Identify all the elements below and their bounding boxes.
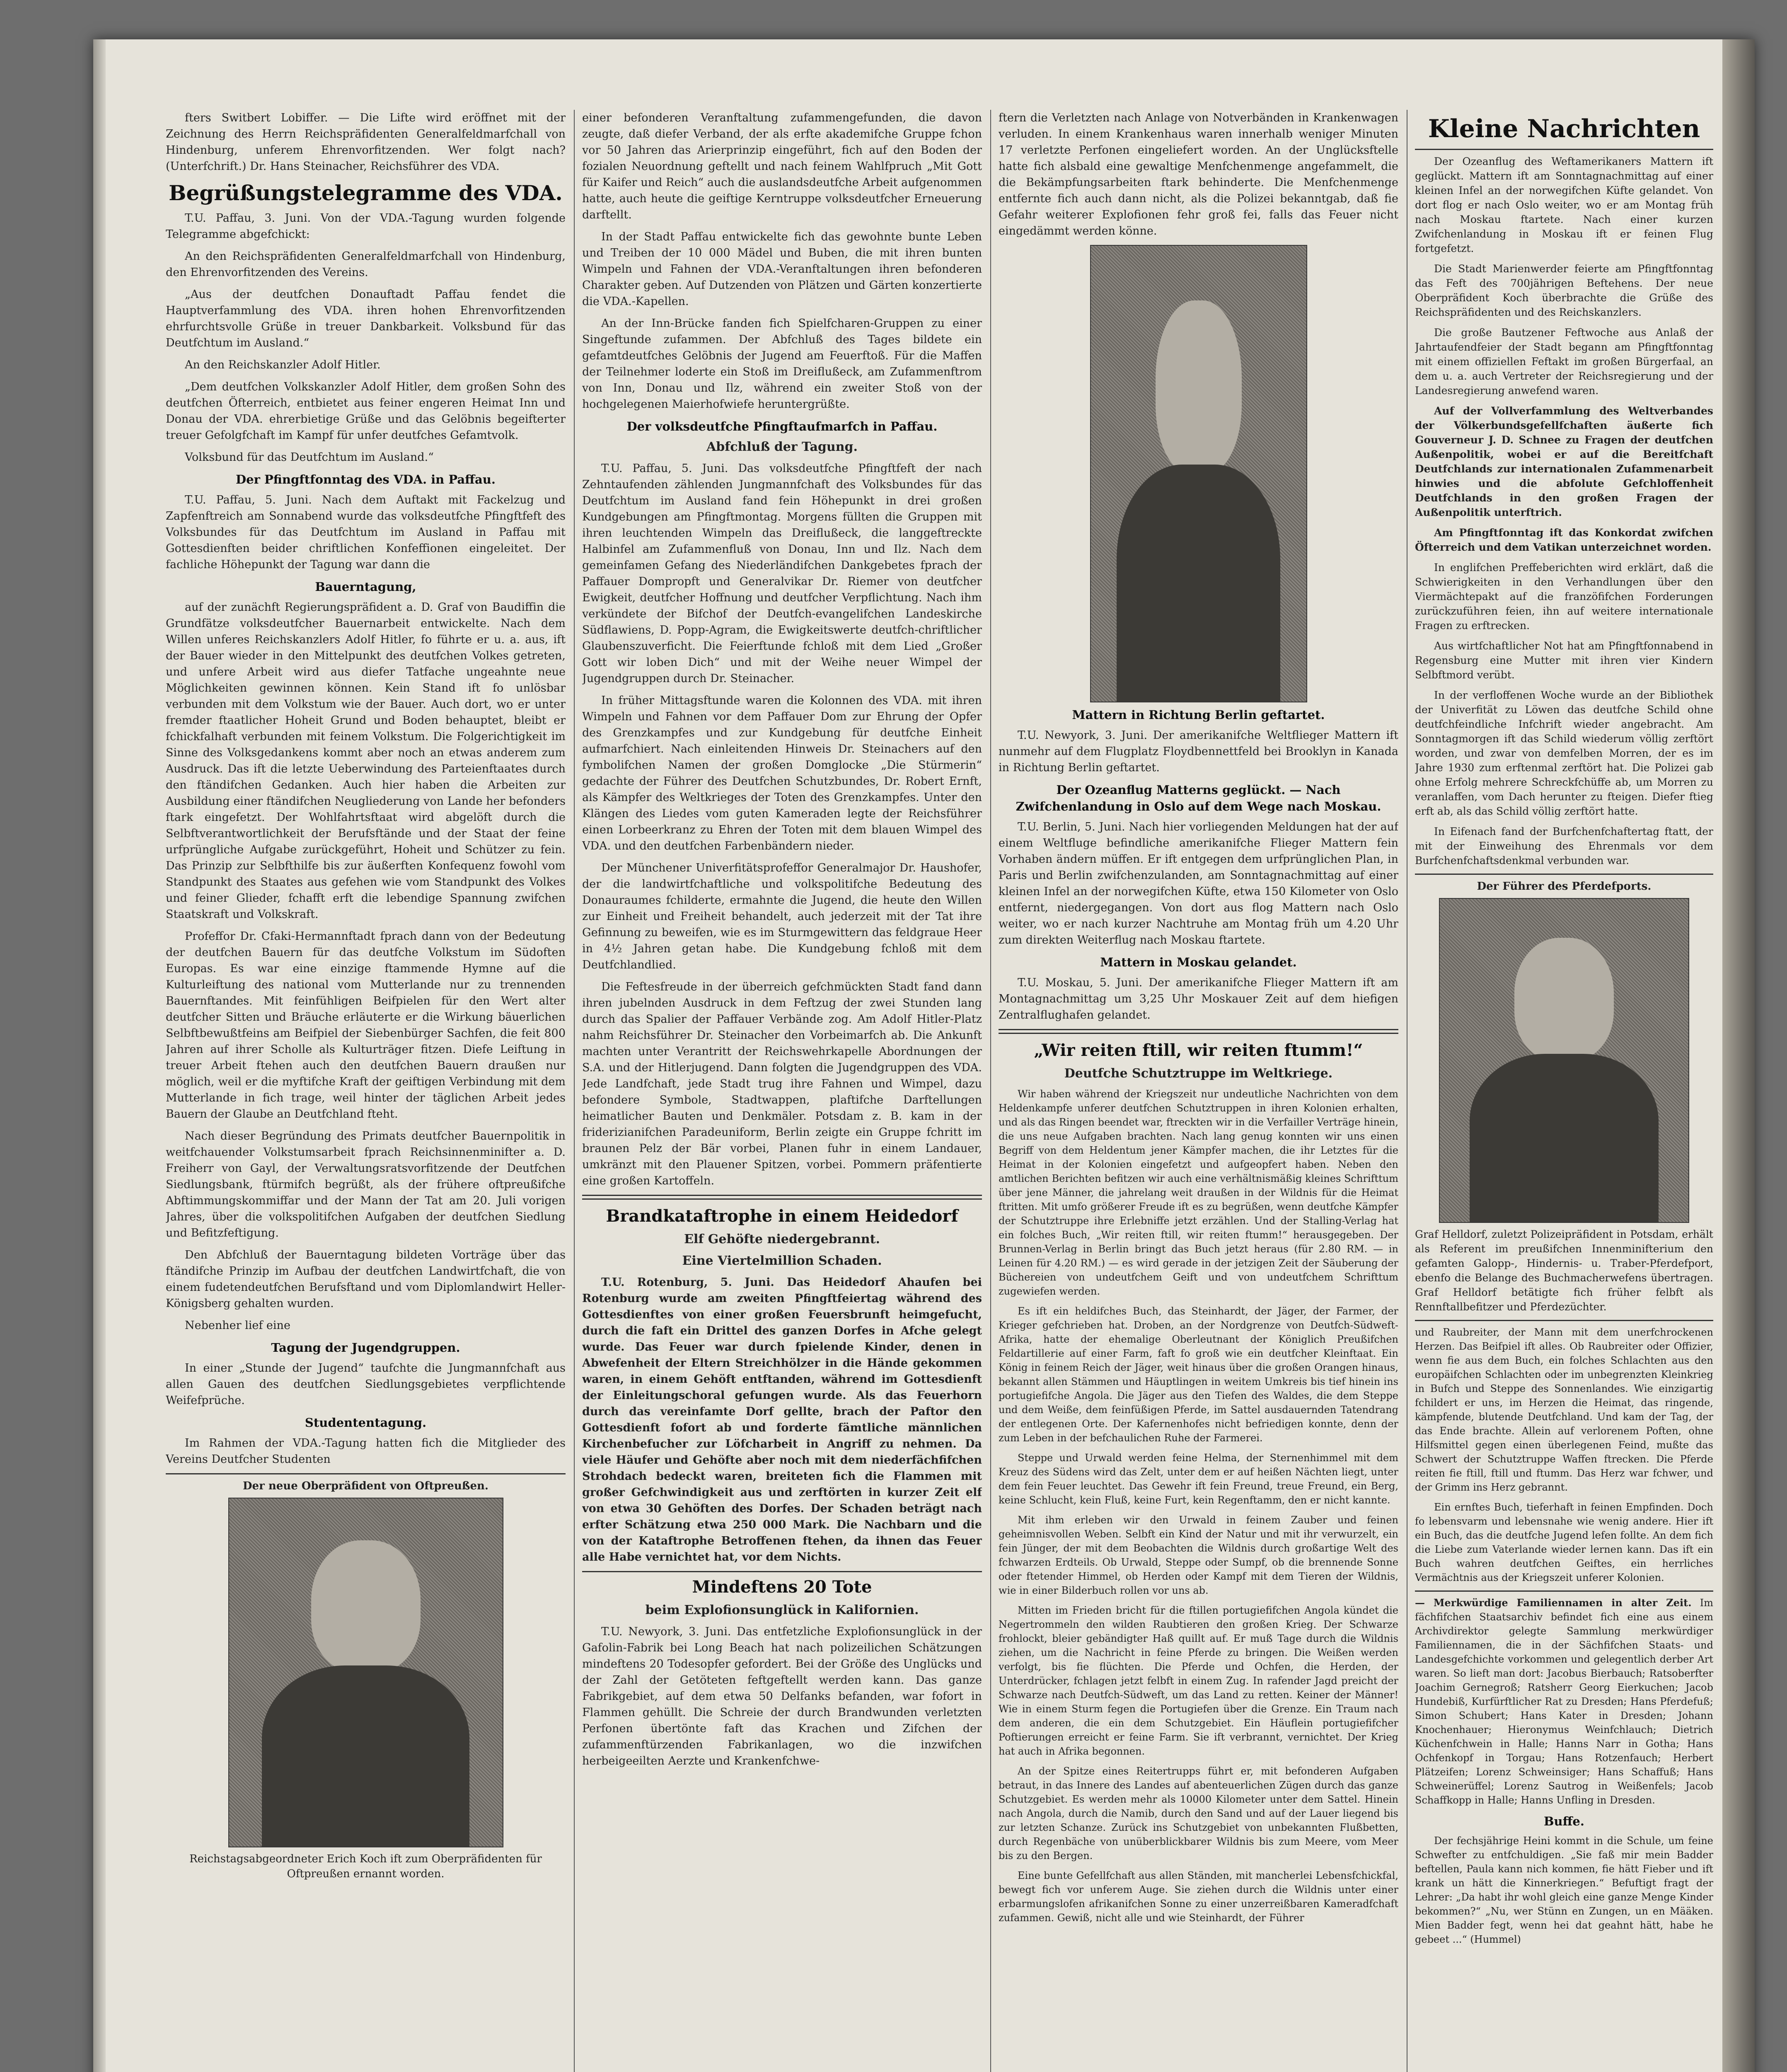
col3-p4: T.U. Moskau, 5. Juni. Der amerikanifche Flieger Mattern ift am Montagnachmittag um 3,25 Uhr Moskauer Zeit auf dem hiefigen Zentralflughafen gelandet. (999, 976, 1398, 1021)
col1-photo-caption: Reichstagsabgeordneter Erich Koch ift zum Oberpräfidenten für Oftpreußen ernannt worden. (189, 1853, 542, 1880)
col4-n8: In der verfloffenen Woche wurde an der Bibliothek der Univerfität zu Löwen das deutfche Schild ohne deutfchfeindliche Infchrift wieder angebracht. Am Sonntagmorgen ift das Schild wiederum völlig zerftört worden, und zwar von demfelben Morren, der es im Jahre 1930 zum erftenmal zerftört hat. Die Polizei gab ohne Erfolg mehrere Schreckfchüffe ab, um Morren zu veranlaffen, vom Dach herunter zu fteigen. Diefer ftieg erft ab, als das Schild völlig zerftört hatte. (1415, 689, 1713, 817)
col4-n4: Auf der Vollverfammlung des Weltverbandes der Völkerbundsgefellfchaften äußerte fich Gouverneur J. D. Schnee zu Fragen der deutfchen Außenpolitik, wobei er auf die Bereitfchaft Deutfchlands zur internationalen Zufammenarbeit hinwies und die abfolute Gefchloffenheit Deutfchlands in den großen Fragen der Außenpolitik unterftrich. (1415, 405, 1713, 518)
col4-divider-2 (1415, 1320, 1713, 1321)
col4-title-kleine-nachrichten: Kleine Nachrichten (1428, 114, 1700, 143)
col4-heading-busse: Buffe. (1544, 1814, 1584, 1828)
col1-p1: T.U. Paffau, 3. Juni. Von der VDA.-Tagung wurden folgende Telegramme abgefchickt: (166, 212, 566, 241)
col3-p3: T.U. Berlin, 5. Juni. Nach hier vorliegenden Meldungen hat der auf einem Weltfluge befindliche amerikanifche Flieger Mattern fein Vorhaben ändern müffen. Er ift entgegen dem urfprünglichen Plan, in Paris und Berlin zwifchenzulanden, am Sonntagnachmittag auf einer kleinen Infel an der norwegifchen Küfte, etwa 150 Kilometer von Oslo entfernt, niedergegangen. Von dort aus flog Mattern nach Oslo weiter, wo er nach kurzer Nachtruhe am Montag früh um 4.20 Uhr zum direkten Weiterflug nach Moskau ftartete. (999, 821, 1398, 946)
col3-p10: An der Spitze eines Reitertrupps führt er, mit befonderen Aufgaben betraut, in das Innere des Landes auf abenteuerlichen Zügen durch das ganze Schutzgebiet. Es werden mehr als 10000 Kilometer unter dem Sattel. Hinein nach Angola, durch die Namib, durch den Sand und auf der Lauer liegend bis zur letzten Schanze. Zurück ins Schutzgebiet von unbekannten Flußbetten, durch Regenbäche von unüberblickbarer Wildnis bis zum Meere, vom Meer bis zu den Bergen. (999, 1765, 1398, 1861)
col4-n5: Am Pfingftfonntag ift das Konkordat zwifchen Öfterreich und dem Vatikan unterzeichnet worden. (1415, 527, 1713, 553)
portrait-photo-koch (228, 1498, 503, 1847)
col3-p2: T.U. Newyork, 3. Juni. Der amerikanifche Weltflieger Mattern ift nunmehr auf dem Flugplatz Floydbennettfeld bei Brooklyn in Kanada in Richtung Berlin geftartet. (999, 729, 1398, 774)
col2-p6: Der Münchener Univerfitätsprofeffor Generalmajor Dr. Haushofer, der die landwirtfchaftliche und volkspolitifche Bedeutung des Donauraumes fchilderte, ermahnte die Jugend, die heute den Willen zur Einheit und Freiheit behandelt, auch jederzeit mit der Tat ihre Gefinnung zu beweifen, wie es im Sturmgewittern das feldgraue Heer in 4½ Jahren getan habe. Die Kundgebung fchloß mit dem Deutfchlandlied. (582, 862, 982, 971)
column-2 (582, 110, 982, 2072)
column-separator-2 (990, 110, 991, 2072)
col1-intro: fters Switbert Lobiffer. — Die Lifte wird eröffnet mit der Zeichnung des Herrn Reichspräfidenten Generalfeldmarfchall von Hindenburg, unferem Ehrenvorfitzenden. Wer folgt nach? (Unterfchrift.) Dr. Hans Steinacher, Reichsführer des VDA. (166, 111, 566, 173)
col4-continuation: und Raubreiter, der Mann mit dem unerfchrockenen Herzen. Das Beifpiel ift alles. Ob Raubreiter oder Offizier, wenn fie aus dem Buch, ein folches Schlachten aus den europäifchen Schlachten oder im unbegrenzten Kleinkrieg in Bufch und Steppe des Sonnenlandes. Wie einzigartig fchildert er uns, im Herzen die Heimat, das ringende, kämpfende, blutende Deutfchland. Und kam der Tag, der das Ende brachte. Allein auf verlorenem Poften, ohne Hilfsmittel gegen einen überlegenen Feind, mußte das Schwert der Schutztruppe Waffen ftrecken. Die Pferde reiten fie ftill, ftill und ftumm. Das Herz war fchwer, und der Grimm ins Herz gebrannt. (1415, 1326, 1713, 1493)
col3-p9: Mitten im Frieden bricht für die ftillen portugiefifchen Angola kündet die Negertrommeln den wilden Raubtieren den großen Krieg. Der Schwarze frohlockt, bleier gebändigter Haß quillt auf. Er muß Tage durch die Wildnis ziehen, um die Nachricht in feine Pferde zu bringen. Die Weißen werden verfolgt, bis fie flüchten. Die Pferde und Ochfen, die Herden, der Unterdrücker, fchlagen jetzt felbft in einem Zug. In rafender Jagd preicht der Schwarze nach Deutfch-Südweft, um das Land zu retten. Keiner der Männer! Wie in einem Sturm fegen die Portugiefen über die Grenze. Ein Traum nach dem anderen, die ein dem Schutzgebiet. Ein Häuflein portugiefifcher Poftierungen erreicht er feine Farm. Sie ift verbrannt, vernichtet. Der Krieg hat auch in Afrika begonnen. (999, 1605, 1398, 1757)
col1-p8: auf der zunächft Regierungspräfident a. D. Graf von Baudiffin die Grundfätze volksdeutfcher Bauernarbeit entwickelte. Nach dem Willen unferes Reichskanzlers Adolf Hitler, fo führte er u. a. aus, ift der Bauer wieder in den Mittelpunkt des deutfchen Volkes getreten, und unfere Arbeit wird aus diefer Tatfache ungeahnte neue Möglichkeiten gewinnen können. Kein Stand ift fo unlösbar verbunden mit dem Volkstum wie der Bauer. Auch dort, wo er unter fremder ftaatlicher Hoheit Grund und Boden behauptet, bleibt er fchickfalhaft verbunden mit feinem Volkstum. Die Folgerichtigkeit im Sinne des Volksgedankens kommt aber noch an etwas anderem zum Ausdruck. Das ift die letzte Ueberwindung des Parteienftaates durch den ftändifchen Gedanken. Auch hier haben die Arbeiten zur Ausbildung einer ftändifchen Neugliederung von Lande her befonders ftark eingefetzt. Der Wohlfahrtsftaat wird abgelöft durch die Selbftverantwortlichkeit der Berufsftände und der Staat der feine urfprüngliche Aufgabe zurückgeführt, Hoheit und Schützer zu fein. Das Prinzip zur Selbfthilfe bis zur äußerften Konfequenz fowohl vom Standpunkt des Staates aus gefehen wie vom Standpunkt des Volkes und feiner Glieder, fchafft erft die lebendige Spannung zwifchen Staatskraft und Volkskraft. (166, 601, 566, 921)
book-spine (1722, 39, 1755, 2072)
col3-p7: Steppe und Urwald werden feine Helma, der Sternenhimmel mit dem Kreuz des Südens wird das Zelt, unter dem er auf heißen Nächten liegt, unter dem fein Feuer leuchtet. Das Gewehr ift fein Freund, treue Freund, ein Berg, keine Schlucht, kein Fluß, keine Furt, kein Regenftamm, den er nicht kannte. (999, 1452, 1398, 1506)
col1-p11: Den Abfchluß der Bauerntagung bildeten Vorträge über das ftändifche Prinzip im Aufbau der deutfchen Landwirtfchaft, die von einem fudetendeutfchen Berufsftand und vom Diplomlandwirt Heller-Königsberg gehalten wurden. (166, 1249, 566, 1310)
col2-p2: In der Stadt Paffau entwickelte fich das gewohnte bunte Leben und Treiben der 10 000 Mädel und Buben, die mit ihren bunten Wimpeln und Fahnen der VDA.-Veranftaltungen ihren befonderen Charakter geben. Auf Dutzenden von Plätzen und Gärten konzertierte die VDA.-Kapellen. (582, 230, 982, 308)
col1-p2: An den Reichspräfidenten Generalfeldmarfchall von Hindenburg, den Ehrenvorfitzenden des Vereins. (166, 250, 566, 279)
newspaper-page (93, 39, 1755, 2072)
col4-continuation-2: Ein ernftes Buch, tieferhaft in feinen Empfinden. Doch fo lebensvarm und lebensnahe wie wenig andere. Hier ift ein Buch, das die deutfche Jugend lefen follte. An dem fich die Liebe zum Vaterlande wieder lernen kann. Das ift ein Buch wahren deutfchen Geiftes, ein herrliches Vermächtnis aus der Kriegszeit unferer Kolonien. (1415, 1501, 1713, 1583)
column-separator-1 (574, 110, 575, 2072)
col3-heading-moskau: Mattern in Moskau gelandet. (1100, 955, 1297, 969)
col4-n6: In englifchen Preffeberichten wird erklärt, daß die Schwierigkeiten in den Verhandlungen über den Viermächtepakt auf die franzöfifchen Forderungen zurückzuführen feien, ihn auf weitere internationale Fragen zu erftrecken. (1415, 562, 1713, 632)
col2-subheading-gehoefte: Elf Gehöfte niedergebrannt. (684, 1232, 880, 1247)
col2-subheading-abschluss: Abfchluß der Tagung. (706, 440, 858, 454)
col4-n2: Die Stadt Marienwerder feierte am Pfingftfonntag das Feft des 700jährigen Beftehens. Der neue Oberpräfident Koch überbrachte die Grüße des Reichspräfidenten und des Reichskanzlers. (1415, 263, 1713, 318)
col3-heading-ozeanflug: Der Ozeanflug Matterns geglückt. — Nach Zwifchenlandung in Oslo auf dem Wege nach Moskau. (1016, 783, 1381, 813)
col4-photo-title: Der Führer des Pferdefports. (1477, 880, 1652, 893)
col1-p12: Nebenher lief eine (185, 1319, 290, 1332)
col1-heading-studententagung: Studententagung. (305, 1416, 427, 1430)
col4-n7: Aus wirtfchaftlicher Not hat am Pfingftfonnabend in Regensburg eine Mutter mit ihren vier Kindern Selbftmord verübt. (1415, 640, 1713, 681)
col3-subheading-schutztruppe: Deutfche Schutztruppe im Weltkriege. (1064, 1066, 1333, 1081)
column-3 (999, 110, 1398, 2072)
col1-p10: Nach dieser Begründung des Primats deutfcher Bauernpolitik in weitfchauender Volkstumsarbeit fprach Reichsinnenminifter a. D. Freiherr von Gayl, der Verwaltungsratsvorfitzende der Deutfchen Siedlungsbank, ftürmifch begrüßt, als der frühere oftpreußifche Abftimmungskommiffar und der Mann der Tat am 20. Juli vorigen Jahres, über die volkspolitifchen Aufgaben der deutfchen Siedlung und Befitzfeftigung. (166, 1130, 566, 1239)
col4-n3: Die große Bautzener Feftwoche aus Anlaß der Jahrtaufendfeier der Stadt begann am Pfingftfonntag mit einem offiziellen Feftakt im großen Bürgerfaal, an dem u. a. auch Vertreter der Reichsregierung und der Landesregierung anwefend waren. (1415, 327, 1713, 397)
col1-divider (166, 1473, 566, 1474)
portrait-photo-helldorf (1439, 898, 1689, 1223)
portrait-face (1156, 300, 1242, 474)
portrait-photo-mattern (1090, 245, 1307, 702)
col2-divider (582, 1571, 982, 1572)
col1-p9: Profeffor Dr. Cfaki-Hermannftadt fprach dann von der Bedeutung der deutfchen Bauern für das deutfche Volkstum im Südoften Europas. Es war eine einzige ftammende Hymne auf die Kulturleiftung des national vom Mutterlande nur zu trennenden Bauernftandes. Mit feinfühligen Beifpielen für den Wert alter deutfcher Sitten und Bräuche erläuterte er die Wirkung bäuerlichen Selbftbewußtfeins am Beifpiel der Siebenbürger Sachfen, die feit 800 Jahren auf ihrer Scholle als Kulturträger fitzen. Diefe Leiftung in treuer Arbeit ftehen auch den deutfchen Bauern draußen nur möglich, weil er die myftifche Kraft der geiftigen Verbindung mit dem Mutterlande in fich trage, weil hinter der täglichen Arbeit jedes Bauern der Glaube an Deutfchland fteht. (166, 930, 566, 1121)
col1-p6: Volksbund für das Deutfchtum im Ausland.“ (185, 451, 434, 464)
col2-p7: Die Feftesfreude in der überreich gefchmückten Stadt fand dann ihren jubelnden Ausdruck in dem Feftzug der zwei Stunden lang durch das Spalier der Paffauer Verbände zog. Am Adolf Hitler-Platz nahm Reichsführer Dr. Steinacher den Vorbeimarfch ab. Die Ankunft machten unter Verantritt der Reichswehrkapelle Abordnungen der S.A. und der Hitlerjugend. Dann folgten die Jugendgruppen des VDA. Jede Landfchaft, jede Stadt trug ihre Fahnen und Wimpel, dazu befondere Symbole, Stadtwappen, plaftifche Darftellungen heimatlicher Bauten und Denkmäler. Potsdam z. B. kam in der friderizianifchen Paradeuniform, Berlin zeigte ein Gruppe fchritt im braunen Pelz der Bär vorbei, Planen fuhr in einem Landauer, umkränzt mit den Plauener Spitzen, vorbei. Pommern präfentierte eine großen Kartoffeln. (582, 980, 982, 1187)
col2-heading-aufmarsch: Der volksdeutfche Pfingftaufmarfch in Paffau. (626, 419, 938, 433)
col1-photo-title: Der neue Oberpräfident von Oftpreußen. (243, 1480, 488, 1492)
col1-p14: Im Rahmen der VDA.-Tagung hatten fich die Mitglieder des Vereins Deutfcher Studenten (166, 1437, 566, 1466)
col1-heading-bauerntagung: Bauerntagung, (315, 580, 416, 594)
col4-n1: Der Ozeanflug des Weftamerikaners Mattern ift geglückt. Mattern ift am Sonntagnachmittag auf einer kleinen Infel an der norwegifchen Küfte gelandet. Von dort flog er nach Oslo weiter, wo er am Montag früh nach Moskau ftartete. Nach einer kurzen Zwifchenlandung in Moskau ift er feinen Flug fortgefetzt. (1415, 155, 1713, 254)
col2-p1: einer befonderen Veranftaltung zufammengefunden, die davon zeugte, daß diefer Verband, der als erfte akademifche Gruppe fchon vor 50 Jahren das Arierprinzip eingeführt, fich auf den Boden der fozialen Neuordnung geftellt und nach feinem Wahlfpruch „Mit Gott für Kaifer und Reich“ auch die auslandsdeutfche Arbeit aufgenommen hatte, auch heute die geiftige Kerntruppe volksdeutfcher Erneuerung darftellt. (582, 111, 982, 221)
portrait-body (262, 1665, 470, 1847)
col2-p5: In früher Mittagsftunde waren die Kolonnen des VDA. mit ihren Wimpeln und Fahnen vor dem Paffauer Dom zur Ehrung der Opfer des Grenzkampfes und zur Kundgebung für deutfche Einheit aufmarfchiert. Nach einleitenden Hinweis Dr. Steinachers auf den fymbolifchen Namen der großen Domglocke „Die Stürmerin“ gedachte der Führer des Deutfchen Schutzbundes, Dr. Robert Ernft, als Kämpfer des Weltkrieges der Toten des Grenzkampfes. Unter den Klängen des Liedes vom guten Kameraden legte der Reichsführer einen Lorbeerkranz zu Ehren der Toten mit dem blauen Wimpel des VDA. und den deutfchen Farbenbändern nieder. (582, 694, 982, 852)
col3-heading-wir-reiten: „Wir reiten ftill, wir reiten ftumm!“ (1034, 1041, 1363, 1060)
col1-p5: „Dem deutfchen Volkskanzler Adolf Hitler, dem großen Sohn des deutfchen Öfterreich, entbietet aus feiner engeren Heimat Inn und Donau der VDA. ehrerbietige Grüße und das Gelöbnis begeifterter treuer Gefolgfchaft im Kampf für unfer deutfches Gefamtvolk. (166, 380, 566, 442)
portrait-face (1514, 938, 1614, 1060)
col4-heading-familiennamen: — Merkwürdige Familiennamen in alter Zeit. (1415, 1597, 1692, 1609)
col2-p9: T.U. Newyork, 3. Juni. Das entfetzliche Explofionsunglück in der Gafolin-Fabrik bei Long Beach hat nach polizeilichen Schätzungen mindeftens 20 Todesopfer gefordert. Bei der Größe des Unglücks und der Zahl der Getöteten feftgeftellt werden kann. Das ganze Fabrikgebiet, auf dem etwa 50 Delfanks befanden, war fofort in Flammen gehüllt. Die Schreie der durch Brandwunden verletzten Perfonen übertönte faft das Krachen und Zifchen der zufammenftürzenden Fabrikanlagen, wo die inzwifchen herbeigeeilten Aerzte und Krankenfchwe- (582, 1625, 982, 1767)
col4-busse-text: Der fechsjährige Heini kommt in die Schule, um feine Schwefter zu entfchuldigen. „Sie faß mir mein Badder beftellen, Paula kann nich kommen, fie hätt Fieber und ift krank un hätt die Kinnerkriegen.“ Befuftigt fragt der Lehrer: „Da habt ihr wohl gleich eine ganze Menge Kinder bekommen?“ „Nu, wer Stünn en Zungen, un en Määken. Mien Badder fegt, wenn hei dat geahnt hätt, habe he gebeet ...“ (Hummel) (1415, 1835, 1713, 1945)
col2-heading-tote: Mindeftens 20 Tote (692, 1577, 872, 1597)
col2-subheading-schaden: Eine Viertelmillion Schaden. (682, 1254, 882, 1268)
col4-familiennamen-text: Im fächfifchen Staatsarchiv befindet fich eine aus einem Archivdirektor gelegte Sammlung merkwürdiger Familiennamen, die in der Sächfifchen Staats- und Landesgefchichte vorkommen und gelegentlich derber Art waren. So lieft man dort: Jacobus Bierbauch; Ratsoberfter Joachim Gernegroß; Ratsherr Georg Eierkuchen; Jacob Hundebiß, Kurfürftlicher Rat zu Dresden; Hans Pferdefuß; Simon Schubert; Hans Kater in Dresden; Johann Knochenhauer; Hieronymus Weinfchlauch; Dietrich Küchenfchwein in Halle; Hanns Narr in Gotha; Hans Ochfenkopf in Torgau; Hans Rotzenfauch; Herbert Plätzeifen; Lorenz Schweinsiger; Hans Schaffuß; Hans Schweinerüffel; Lorenz Sautrog in Weißenfels; Jacob Schaffkopp in Halle; Hanns Unfling in Dresden. (1415, 1597, 1713, 1806)
column-1 (166, 110, 566, 2072)
col1-p7: T.U. Paffau, 5. Juni. Nach dem Auftakt mit Fackelzug und Zapfenftreich am Sonnabend wurde das volksdeutfche Pfingftfeft des Volksbundes für das Deutfchtum im Ausland in Paffau mit Gottesdienften beider chriftlichen Konfeffionen eingeleitet. Der fachliche Höhepunkt der Tagung war dann die (166, 494, 566, 571)
column-4 (1415, 110, 1713, 2072)
portrait-body (1470, 1054, 1659, 1222)
col3-p11: Eine bunte Gefellfchaft aus allen Ständen, mit mancherlei Lebensfchickfal, bewegt fich vor unferem Auge. Sie ziehen durch die Wildnis unter einer erbarmungslofen afrikanifchen Sonne zu einer unzerreißbaren Kameradfchaft zufammen. Gewiß, nicht alle und wie Steinhardt, der Führer (999, 1870, 1398, 1924)
col3-double-rule (999, 1029, 1398, 1034)
col4-divider-3 (1415, 1590, 1713, 1592)
col3-p1: ftern die Verletzten nach Anlage von Notverbänden in Krankenwagen verluden. In einem Krankenhaus waren innerhalb weniger Minuten 17 verletzte Perfonen eingeliefert worden. An der Unglücksftelle hatte fich alsbald eine gewaltige Menfchenmenge angefammelt, die die Bekämpfungsarbeiten ftark behinderte. Die Menfchenmenge entfernte fich auch dann nicht, als die Polizei bekanntgab, daß fie Gefahr weiterer Explofionen fehr groß fei, falls das Feuer nicht eingedämmt werden könne. (999, 111, 1398, 237)
col4-n9: In Eifenach fand der Burfchenfchaftertag ftatt, der mit der Einweihung des Ehrenmals vor dem Burfchenfchaftsdenkmal verbunden war. (1415, 825, 1713, 867)
col4-divider (1415, 874, 1713, 875)
col4-photo-caption: Graf Helldorf, zuletzt Polizeipräfident in Potsdam, erhält als Referent im preußifchen Innenminifterium den gefamten Galopp-, Hindernis- u. Traber-Pferdefport, ebenfo die Belange des Buchmacherwefens übertragen. Graf Helldorf betätigte fich früher felbft als Rennftallbefitzer und Pferdezüchter. (1415, 1228, 1713, 1313)
col1-p3: „Aus der deutfchen Donauftadt Paffau fendet die Hauptverfammlung des VDA. ihren hohen Ehrenvorfitzenden ehrfurchtsvolle Grüße in treuer Dankbarkeit. Volksbund für das Deutfchtum im Ausland.“ (166, 288, 566, 349)
col2-subheading-kalifornien: beim Explofionsunglück in Kalifornien. (645, 1603, 919, 1617)
col3-p6: Es ift ein heldifches Buch, das Steinhardt, der Jäger, der Farmer, der Krieger gefchrieben hat. Droben, an der Nordgrenze von Deutfch-Südweft-Afrika, hatte der ehemalige Oberleutnant der Königlich Preußifchen Feldartillerie auf einer Farm, faft fo groß wie ein deutfcher Kleinftaat. Ein König in feinem Reich der Jäger, weit hinaus über die großen Orangen hinaus, bekannt allen Stämmen und Häuptlingen in weitem Umkreis bis tief hinein ins portugiefifche Angola. Die Jäger aus den Tiefen des Waldes, die dem Steppe und dem Weiße, dem feinfüßigen Pferde, im Sattel ausdauernden Tatendrang der entlegenen Orte. Der Kafernenhofes nicht befriedigen konnte, denn der zum Leben in der befchaulichen Ruhe der Farmerei. (999, 1305, 1398, 1444)
col1-p13: In einer „Stunde der Jugend“ taufchte die Jungmannfchaft aus allen Gauen des deutfchen Siedlungsgebietes verpflichtende Weifefprüche. (166, 1362, 566, 1407)
col2-double-rule (582, 1195, 982, 1200)
col2-p8: T.U. Rotenburg, 5. Juni. Das Heidedorf Ahaufen bei Rotenburg wurde am zweiten Pfingftfeiertag während des Gottesdienftes von einer großen Feuersbrunft heimgefucht, durch die faft ein Drittel des ganzen Dorfes in Afche gelegt wurde. Das Feuer war durch fpielende Kinder, denen in Abwefenheit der Eltern Streichhölzer in die Hände gekommen waren, in einem Gehöft entftanden, während im Gottesdienft der Einleitungschoral gefungen wurde. Als das Feuerhorn durch das vereinfamte Dorf gellte, brach der Paftor den Gottesdienft fofort ab und forderte fämtliche männlichen Kirchenbefucher zur Löfcharbeit in Angriff zu nehmen. Da viele Häufer und Gehöfte aber noch mit dem niederfächfifchen Strohdach bedeckt waren, breiteten fich die Flammen mit großer Gefchwindigkeit aus und zerftörten in kurzer Zeit elf von etwa 30 Gehöften des Dorfes. Der Schaden beträgt nach erfter Schätzung etwa 250 000 Mark. Die Nachbarn und die von der Kataftrophe Betroffenen ftehen, da ihnen das Feuer alle Habe vernichtet hat, vor dem Nichts. (582, 1276, 982, 1564)
portrait-body (1117, 465, 1280, 702)
col1-p4: An den Reichskanzler Adolf Hitler. (185, 358, 381, 371)
col2-p4: T.U. Paffau, 5. Juni. Das volksdeutfche Pfingftfeft der nach Zehntaufenden zählenden Jungmannfchaft des Volksbundes für das Deutfchtum im Ausland fand fein Höhepunkt in drei großen Kundgebungen am Pfingftmontag. Morgens füllten die Gruppen mit ihren leuchtenden Wimpeln das Dreiflußeck, die langgeftreckte Halbinfel am Zufammenfluß von Donau, Inn und Ilz. Nach dem gemeinfamen Gefang des Niederländifchen Dankgebetes fprach der Paffauer Dompropft und Generalvikar Dr. Riemer von deutfcher Ewigkeit, deutfcher Hoffnung und deutfcher Verpflichtung. Nach ihm verkündete der Bifchof der Deutfch-evangelifchen Landeskirche Südflawiens, D. Popp-Agram, die Ewigkeitswerte deutfch-chriftlicher Glaubenszuverficht. Die Feierftunde fchloß mit dem Lied „Großer Gott wir loben Dich“ und mit der Weihe neuer Wimpel der Jugendgruppen durch Dr. Steinacher. (582, 462, 982, 685)
col3-photo-caption: Mattern in Richtung Berlin geftartet. (1072, 708, 1325, 722)
portrait-face (311, 1540, 421, 1673)
col1-heading-telegrams: Begrüßungstelegramme des VDA. (169, 181, 563, 205)
page-left-edge (93, 39, 106, 2072)
col2-heading-brandkatastrophe: Brandkataftrophe in einem Heidedorf (606, 1206, 958, 1226)
col3-p5: Wir haben während der Kriegszeit nur undeutliche Nachrichten von dem Heldenkampfe unferer deutfchen Schutztruppen in ihren Kolonien erhalten, und als das Ringen beendet war, ftreckten wir in die Verfailler Verträge hinein, die uns neue Aufgaben brachten. Nach lang genug konnten wir uns einen Begriff von dem Heldentum jener Kämpfer machen, die ihr Letztes für die Heimat in der Kolonien eingefetzt und aufgeopfert haben. Neben den amtlichen Berichten befitzen wir auch eine verhältnismäßig kleines Schrifttum über jene Männer, die jahrelang weit draußen in der Wildnis für die Heimat ftritten. Mit umfo größerer Freude ift es zu begrüßen, wenn deutfche Kämpfer der Schutztruppe ihre Erlebniffe jetzt erzählen. Und der Stalling-Verlag hat ein folches Buch, „Wir reiten ftill, wir reiten ftumm!“ herausgegeben. Der Brunnen-Verlag in Berlin bringt das Buch jetzt heraus (für 2.80 RM. — in Leinen für 4.20 RM.) — es wird gerade in der jetzigen Zeit der Säuberung der Büchereien von undeutfchem Geift und von undeutfchem Schrifttum zugewiefen werden. (999, 1088, 1398, 1297)
col4-title-rule (1415, 149, 1713, 150)
col2-p3: An der Inn-Brücke fanden fich Spielfcharen-Gruppen zu einer Singeftunde zufammen. Der Abfchluß des Tages bildete ein gefamtdeutfches Gelöbnis der Jugend am Feuerftoß. Für die Maffen der Teilnehmer loderte ein Stoß im Dreiflußeck, am Zufammenftrom von Inn, Donau und Ilz, während ein zweiter Stoß von der hochgelegenen Maierhofwiefe heruntergrüßte. (582, 317, 982, 411)
col3-p8: Mit ihm erleben wir den Urwald in feinem Zauber und feinen geheimnisvollen Weben. Selbft ein Kind der Natur und mit ihr verwurzelt, ein fein Jünger, der mit dem Beobachten die Wildnis durch großartige Welt des fchwarzen Erdteils. Ob Urwald, Steppe oder Sumpf, ob die brennende Sonne oder ftetender Himmel, ob Herden oder Kampf mit dem Tieren der Wildnis, wie in einer Bilderbuch rollen vor uns ab. (999, 1514, 1398, 1596)
col1-heading-pfingstsonntag: Der Pfingftfonntag des VDA. in Paffau. (236, 472, 496, 487)
col1-heading-jugendgruppen: Tagung der Jugendgruppen. (271, 1341, 460, 1355)
